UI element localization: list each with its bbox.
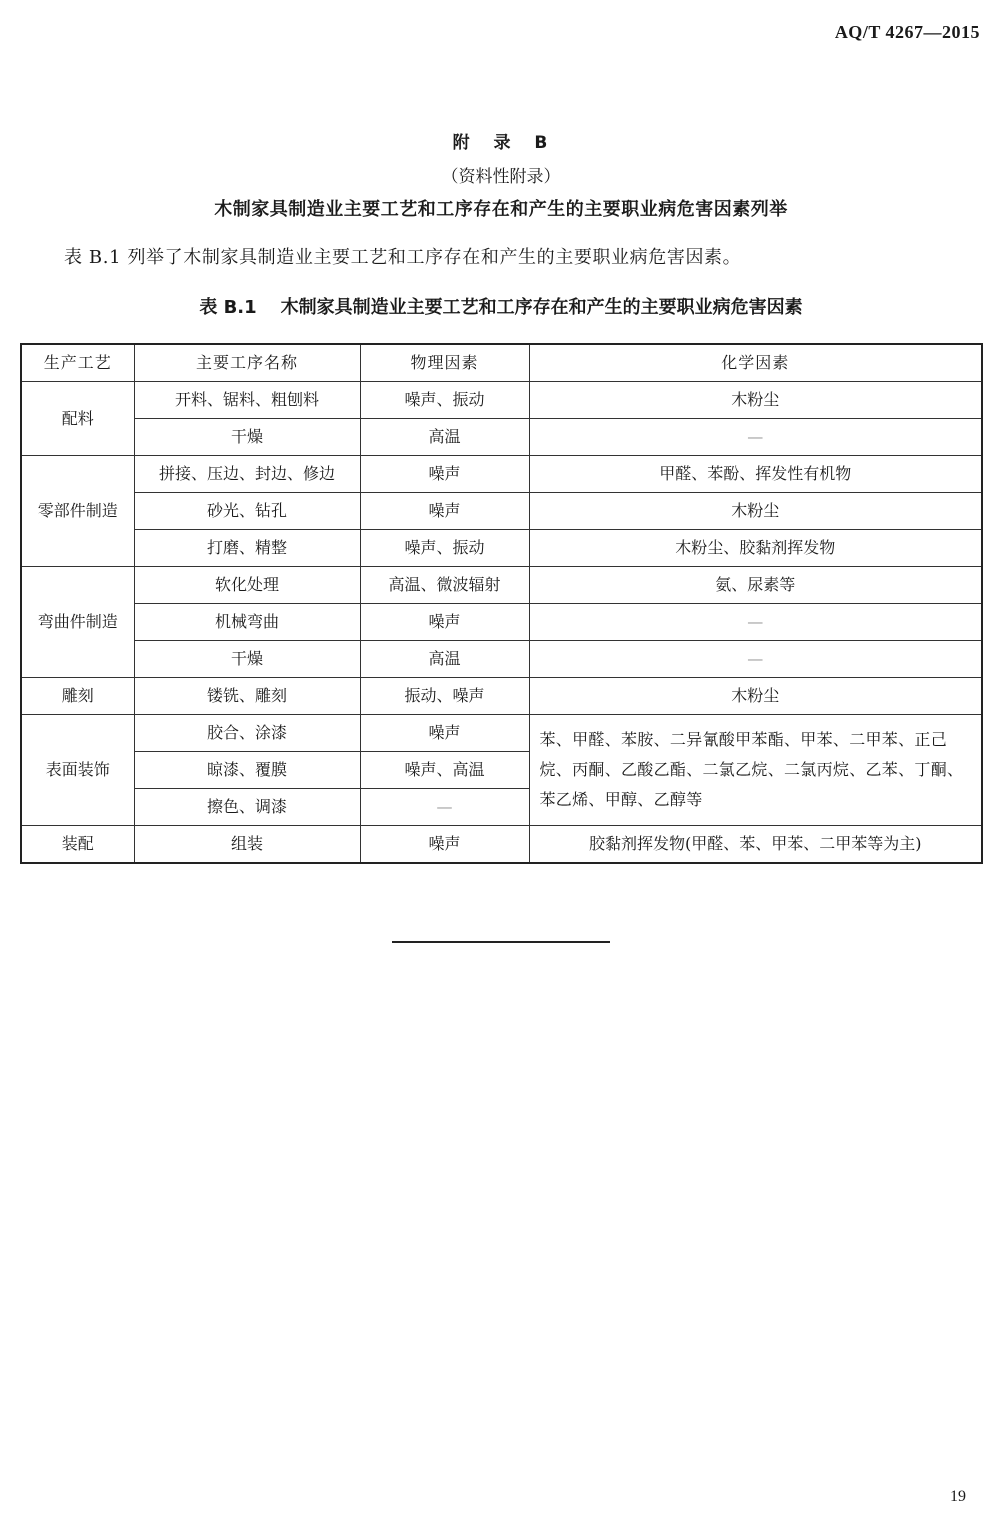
table-row <box>21 567 982 604</box>
step-cell: 干燥 <box>134 641 360 678</box>
header-step: 主要工序名称 <box>134 344 360 382</box>
physical-cell: 噪声 <box>360 715 529 752</box>
process-cell: 配料 <box>21 382 134 456</box>
step-cell: 开料、锯料、粗刨料 <box>134 382 360 419</box>
intro-paragraph: 表 B.1 列举了木制家具制造业主要工艺和工序存在和产生的主要职业病危害因素。 <box>64 247 742 268</box>
table-caption-number: 表 B.1 <box>199 297 257 318</box>
step-cell: 擦色、调漆 <box>134 789 360 826</box>
table-header-row <box>21 344 982 382</box>
physical-cell: 噪声 <box>360 604 529 641</box>
chemical-cell: 木粉尘 <box>529 493 982 530</box>
chemical-cell: — <box>529 419 982 456</box>
physical-cell: — <box>360 789 529 826</box>
table-row <box>21 493 982 530</box>
table-row <box>21 382 982 419</box>
chemical-cell-shared: 苯、甲醛、苯胺、二异氰酸甲苯酯、甲苯、二甲苯、正己烷、丙酮、乙酸乙酯、二氯乙烷、二氯丙烷、乙苯、丁酮、苯乙烯、甲醇、乙醇等 <box>529 715 982 826</box>
physical-cell: 高温 <box>360 419 529 456</box>
table-row <box>21 641 982 678</box>
physical-cell: 噪声 <box>360 826 529 864</box>
step-cell: 砂光、钻孔 <box>134 493 360 530</box>
physical-cell: 噪声、振动 <box>360 530 529 567</box>
header-process: 生产工艺 <box>21 344 134 382</box>
step-cell: 打磨、精整 <box>134 530 360 567</box>
end-of-document-rule <box>392 941 610 943</box>
chemical-cell: — <box>529 641 982 678</box>
table-row <box>21 456 982 493</box>
table-caption-title: 木制家具制造业主要工艺和工序存在和产生的主要职业病危害因素 <box>280 297 803 318</box>
standard-number: AQ/T 4267—2015 <box>834 22 980 42</box>
chemical-cell: 胶黏剂挥发物(甲醛、苯、甲苯、二甲苯等为主) <box>529 826 982 864</box>
process-cell: 雕刻 <box>21 678 134 715</box>
step-cell: 软化处理 <box>134 567 360 604</box>
chemical-cell: — <box>529 604 982 641</box>
table-row <box>21 530 982 567</box>
appendix-heading: 木制家具制造业主要工艺和工序存在和产生的主要职业病危害因素列举 <box>214 199 788 220</box>
step-cell: 组装 <box>134 826 360 864</box>
step-cell: 胶合、涂漆 <box>134 715 360 752</box>
page-number: 19 <box>950 1488 966 1505</box>
step-cell: 镂铣、雕刻 <box>134 678 360 715</box>
step-cell: 干燥 <box>134 419 360 456</box>
hazard-table <box>20 343 983 864</box>
chemical-cell: 木粉尘 <box>529 678 982 715</box>
physical-cell: 噪声、高温 <box>360 752 529 789</box>
physical-cell: 噪声 <box>360 456 529 493</box>
step-cell: 机械弯曲 <box>134 604 360 641</box>
table-row <box>21 826 982 864</box>
table-row <box>21 419 982 456</box>
physical-cell: 噪声 <box>360 493 529 530</box>
step-cell: 拼接、压边、封边、修边 <box>134 456 360 493</box>
chemical-cell: 甲醛、苯酚、挥发性有机物 <box>529 456 982 493</box>
table-row <box>21 678 982 715</box>
physical-cell: 振动、噪声 <box>360 678 529 715</box>
table-row <box>21 604 982 641</box>
physical-cell: 高温、微波辐射 <box>360 567 529 604</box>
process-cell: 弯曲件制造 <box>21 567 134 678</box>
appendix-type: （资料性附录） <box>441 167 561 187</box>
header-chemical: 化学因素 <box>529 344 982 382</box>
table-row <box>21 715 982 752</box>
physical-cell: 高温 <box>360 641 529 678</box>
header-physical: 物理因素 <box>360 344 529 382</box>
process-cell: 零部件制造 <box>21 456 134 567</box>
appendix-label: 附 录 B <box>452 133 550 153</box>
process-cell: 装配 <box>21 826 134 864</box>
step-cell: 晾漆、覆膜 <box>134 752 360 789</box>
chemical-cell: 氨、尿素等 <box>529 567 982 604</box>
process-cell: 表面装饰 <box>21 715 134 826</box>
physical-cell: 噪声、振动 <box>360 382 529 419</box>
chemical-cell: 木粉尘 <box>529 382 982 419</box>
chemical-cell: 木粉尘、胶黏剂挥发物 <box>529 530 982 567</box>
table-caption <box>0 293 1002 319</box>
